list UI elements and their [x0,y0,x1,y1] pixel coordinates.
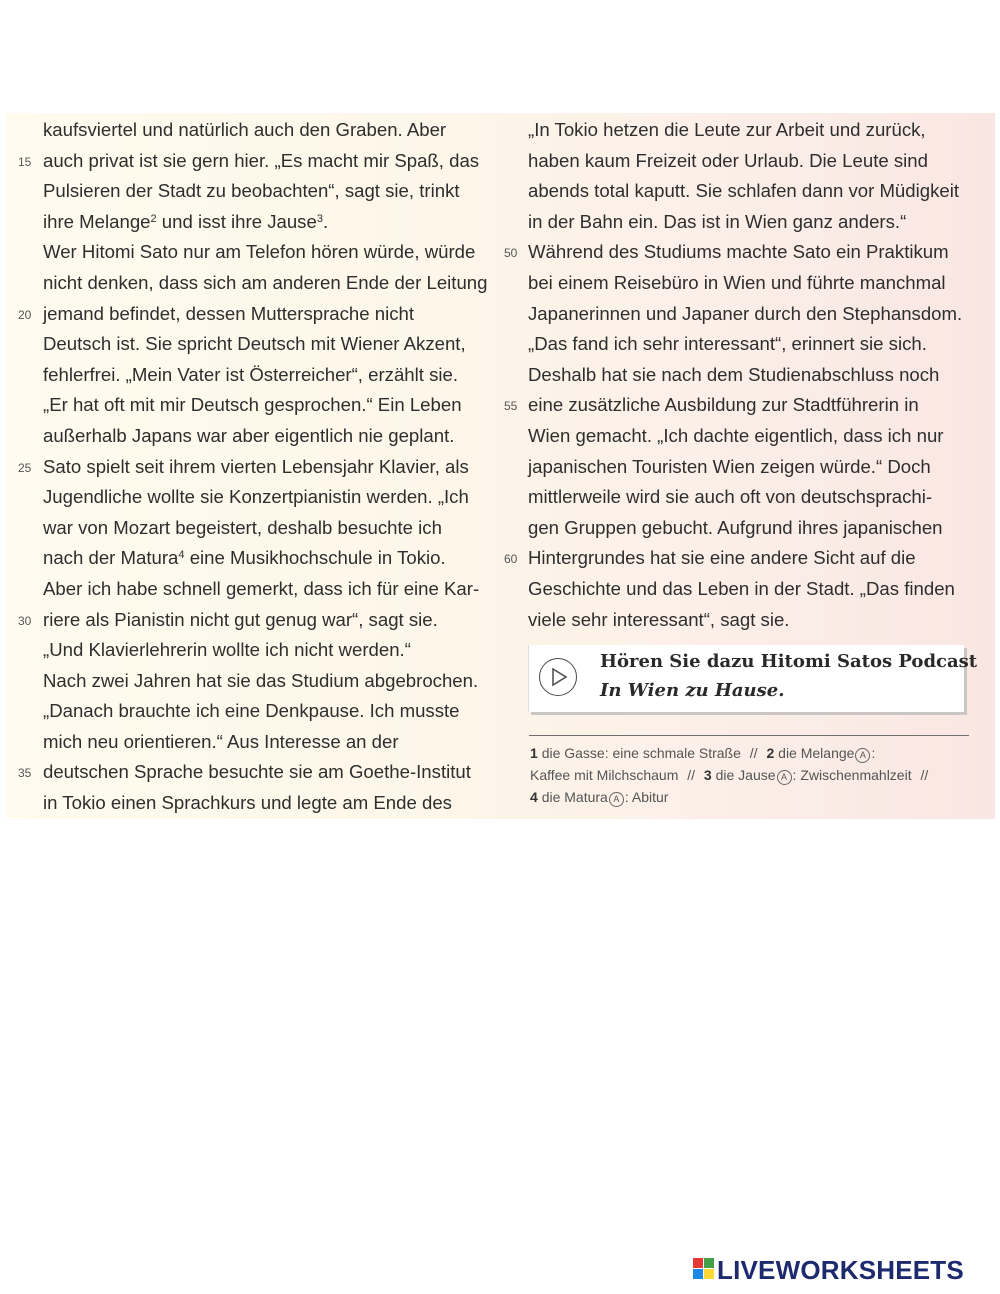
line-text: deutschen Sprache besuchte sie am Goethe-Institut [43,761,471,783]
line-text: Jugendliche wollte sie Konzertpianistin werden. „Ich [43,486,469,508]
line-number: 55 [504,399,518,414]
text-line [0,696,500,727]
line-text: Japanerinnen und Japaner durch den Stephansdom. [528,302,963,324]
text-line [500,482,1000,513]
line-text: Deshalb hat sie nach dem Studienabschluss noch [528,363,940,385]
text-line [500,513,1000,544]
text-line [500,543,1000,574]
line-number: 50 [504,246,518,261]
line-text: Wer Hitomi Sato nur am Telefon hören würde, würde [43,241,476,263]
footnote-separator: // [687,767,696,783]
text-line [0,727,500,758]
footnote-text: Kaffee mit Milchschaum [530,767,679,783]
line-text: Nach zwei Jahren hat sie das Studium abgebrochen. [43,669,479,691]
text-line [500,207,1000,238]
podcast-box[interactable] [528,645,978,712]
text-line [500,237,1000,268]
text-line [0,329,500,360]
line-text: war von Mozart begeistert, deshalb besuchte ich [43,516,442,538]
logo-mark-icon [693,1258,715,1280]
text-line [0,360,500,391]
line-number: 20 [18,307,32,322]
text-line [500,176,1000,207]
text-column-right [500,115,1000,635]
line-text: kaufsviertel und natürlich auch den Graben. Aber [43,119,447,140]
text-column-left [0,115,500,819]
footnote-text: : Abitur [624,789,669,805]
footnote-row [530,764,980,786]
line-text: in Tokio einen Sprachkurs und legte am Ende des [43,792,452,814]
text-line [0,757,500,788]
footnote-separator: // [749,745,758,761]
line-text: außerhalb Japans war aber eigentlich nie geplant. [43,424,455,446]
line-text: Hintergrundes hat sie eine andere Sicht auf die [528,547,916,569]
footnote-number: 1 [530,745,538,761]
line-number: 25 [18,460,32,475]
logo-text: LIVEWORKSHEETS [717,1255,964,1285]
text-line [500,452,1000,483]
line-text: Geschichte und das Leben in der Stadt. „Das finden [528,577,955,599]
line-text: ihre Melange$^2$ und isst ihre Jause$^3$. [43,210,329,232]
line-text: gen Gruppen gebucht. Aufgrund ihres japanischen [528,516,943,538]
line-text: Aber ich habe schnell gemerkt, dass ich für eine Kar- [43,577,480,599]
text-line [500,390,1000,421]
podcast-title: Hören Sie dazu Hitomi Satos Podcast [600,651,978,672]
line-text: nicht denken, dass sich am anderen Ende der Leitung [43,271,488,293]
line-text: Wien gemacht. „Ich dachte eigentlich, dass ich nur [528,424,944,446]
line-text: „Und Klavierlehrerin wollte ich nicht werden.“ [43,639,411,661]
line-text: bei einem Reisebüro in Wien und führte manchmal [528,271,946,293]
footnote-colon: : [871,745,876,761]
footnote-reference: 4 [178,549,185,562]
footnotes [530,742,980,808]
text-line [500,115,1000,146]
text-line [0,146,500,177]
text-line [0,482,500,513]
line-text: mich neu orientieren.“ Aus Interesse an der [43,730,399,752]
line-text: riere als Pianistin nicht gut genug war“, sagt sie. [43,608,438,630]
line-text: „Das fand ich sehr interessant“, erinnert sie sich. [528,333,927,355]
text-line [0,452,500,483]
text-line [0,788,500,819]
line-text: viele sehr interessant“, sagt sie. [528,608,790,630]
line-text: japanischen Touristen Wien zeigen würde.“ Doch [528,455,931,477]
text-line [500,329,1000,360]
text-line [0,115,500,146]
line-number: 35 [18,766,32,781]
line-number: 15 [18,154,32,169]
text-line [500,360,1000,391]
text-line [0,421,500,452]
line-number: 60 [504,552,518,567]
footnote-row [530,742,980,764]
text-line [0,390,500,421]
text-line [0,635,500,666]
text-line [500,421,1000,452]
austria-mark-icon: A [609,792,624,807]
text-line [0,543,500,574]
line-text: haben kaum Freizeit oder Urlaub. Die Leute sind [528,149,928,171]
line-text: Während des Studiums machte Sato ein Praktikum [528,241,949,263]
footnote-separator: // [920,767,929,783]
text-line [0,574,500,605]
line-text: Deutsch ist. Sie spricht Deutsch mit Wiener Akzent, [43,333,466,355]
footnote-reference: 3 [316,212,323,225]
text-line [500,299,1000,330]
footnote-text: die Jause [715,767,776,783]
line-text: nach der Matura$^4$ eine Musikhochschule in Tokio. [43,547,446,569]
line-text: Sato spielt seit ihrem vierten Lebensjahr Klavier, als [43,455,469,477]
footnote-text: die Melange [778,745,855,761]
austria-mark-icon: A [855,748,870,763]
line-text: abends total kaputt. Sie schlafen dann vor Müdigkeit [528,180,960,202]
line-text: „In Tokio hetzen die Leute zur Arbeit und zurück, [528,119,926,140]
footnote-number: 3 [703,767,712,783]
text-line [0,237,500,268]
line-text: in der Bahn ein. Das ist in Wien ganz anders.“ [528,210,907,232]
footnote-number: 2 [766,745,775,761]
footnote-number: 4 [530,789,538,805]
line-text: auch privat ist sie gern hier. „Es macht mir Spaß, das [43,149,480,171]
text-line [0,176,500,207]
play-icon[interactable] [539,658,577,696]
podcast-subtitle: In Wien zu Hause. [600,680,785,701]
footnote-text: : Zwischenmahlzeit [792,767,912,783]
austria-mark-icon: A [777,770,792,785]
footnote-text: die Matura [541,789,608,805]
line-text: eine zusätzliche Ausbildung zur Stadtführerin in [528,394,919,416]
text-line [500,574,1000,605]
line-text: Pulsieren der Stadt zu beobachten“, sagt sie, trinkt [43,180,460,202]
text-line [0,299,500,330]
text-line [0,666,500,697]
footnote-text: die Gasse: eine schmale Straße [541,745,741,761]
footnote-divider [529,735,969,736]
text-line [0,513,500,544]
footnote-reference: 2 [150,212,157,225]
text-line [0,268,500,299]
text-line [500,146,1000,177]
line-text: „Danach brauchte ich eine Denkpause. Ich musste [43,700,460,722]
line-text: fehlerfrei. „Mein Vater ist Österreicher“, erzählt sie. [43,363,459,385]
line-text: „Er hat oft mit mir Deutsch gesprochen.“ Ein Leben [43,394,462,416]
text-line [0,207,500,238]
text-line [0,605,500,636]
line-text: mittlerweile wird sie auch oft von deutschsprachi- [528,486,933,508]
text-line [500,605,1000,636]
line-text: jemand befindet, dessen Muttersprache nicht [43,302,415,324]
line-number: 30 [18,613,32,628]
text-line [500,268,1000,299]
footnote-row [530,786,980,808]
